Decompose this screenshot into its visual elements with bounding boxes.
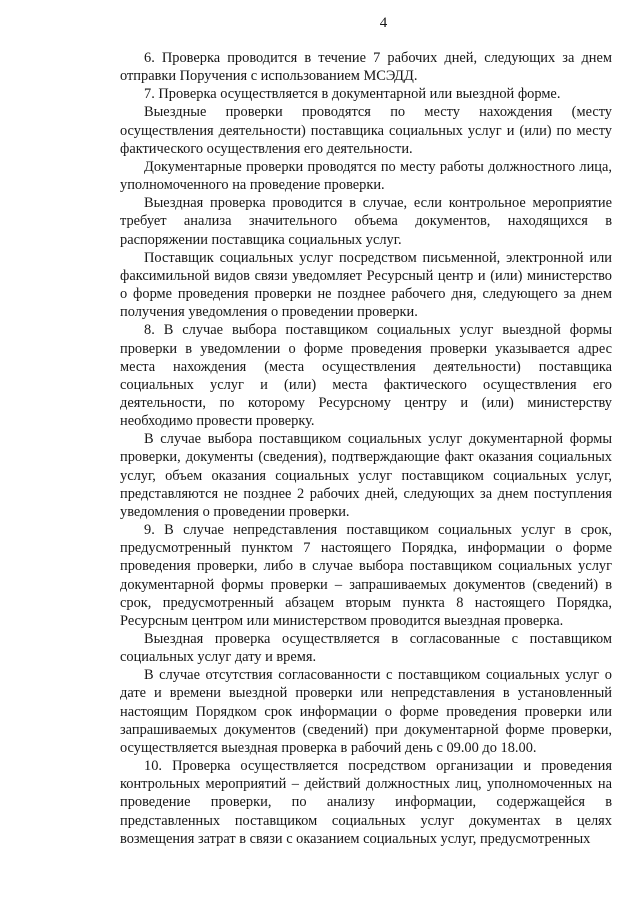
paragraph-documentary-location: Документарные проверки проводятся по месту работы должностного лица, уполномоченного на проведение проверки.: [120, 158, 612, 194]
page-number: 4: [379, 15, 388, 31]
paragraph-provider-notification: Поставщик социальных услуг посредством письменной, электронной или факсимильной видов связи уведомляет Ресурсный центр и (или) министерство о форме проведения проверки не позднее рабочего дня, следующего за днем получения уведомления о проведении проверки.: [120, 249, 612, 321]
paragraph-no-agreement: В случае отсутствия согласованности с поставщиком социальных услуг о дате и времени выездной проверки или непредставления в установленный настоящим Порядком срок информации о форме проведения проверки или запрашиваемых документов (сведений) при документарной форме проверки, осуществляется выездная проверка в рабочий день с 09.00 до 18.00.: [120, 667, 612, 756]
paragraph-item-9: 9. В случае непредставления поставщиком социальных услуг в срок, предусмотренный пунктом 7 настоящего Порядка, информации о форме проведения проверки, либо в случае выбора поставщиком социальных услуг документарной формы проверки – запрашиваемых документов (сведений) в срок, предусмотренный абзацем вторым пункта 8 настоящего Порядка, Ресурсным центром или министерством проводится выездная проверка.: [120, 522, 612, 629]
paragraph-onsite-location: Выездные проверки проводятся по месту нахождения (месту осуществления деятельности) поставщика социальных услуг и (или) по месту фактического осуществления его деятельности.: [120, 104, 612, 157]
document-body: [120, 49, 612, 848]
paragraph-item-7: 7. Проверка осуществляется в документарной или выездной форме.: [144, 86, 561, 103]
paragraph-agreed-date: Выездная проверка осуществляется в согласованные с поставщиком социальных услуг дату и время.: [120, 631, 612, 666]
paragraph-item-8: 8. В случае выбора поставщиком социальных услуг выездной формы проверки в уведомлении о форме проведения проверки указывается адрес места нахождения (места осуществления деятельности) поставщика социальных услуг и (или) места фактического осуществления его деятельности, по которому Ресурсному центру и (или) министерству необходимо провести проверку.: [120, 322, 612, 430]
paragraph-documentary-submission: В случае выбора поставщиком социальных услуг документарной формы проверки, документы (сведения), подтверждающие факт оказания социальных услуг, объем оказания социальных услуг поставщиком социальных услуг, представляются не позднее 2 рабочих дней, следующих за днем поступления уведомления о проведении проверки.: [120, 431, 612, 520]
paragraph-item-6: 6. Проверка проводится в течение 7 рабочих дней, следующих за днем отправки Поручения с использованием МСЭДД.: [120, 50, 612, 85]
paragraph-onsite-condition: Выездная проверка проводится в случае, если контрольное мероприятие требует анализа значительного объема документов, находящихся в распоряжении поставщика социальных услуг.: [120, 195, 612, 248]
paragraph-item-10: 10. Проверка осуществляется посредством организации и проведения контрольных мероприятий – действий должностных лиц, уполномоченных на проведение проверки, по анализу информации, содержащейся в представленных поставщиком социальных услуг документах в целях возмещения затрат в связи с оказанием социальных услуг, предусмотренных: [120, 758, 612, 847]
